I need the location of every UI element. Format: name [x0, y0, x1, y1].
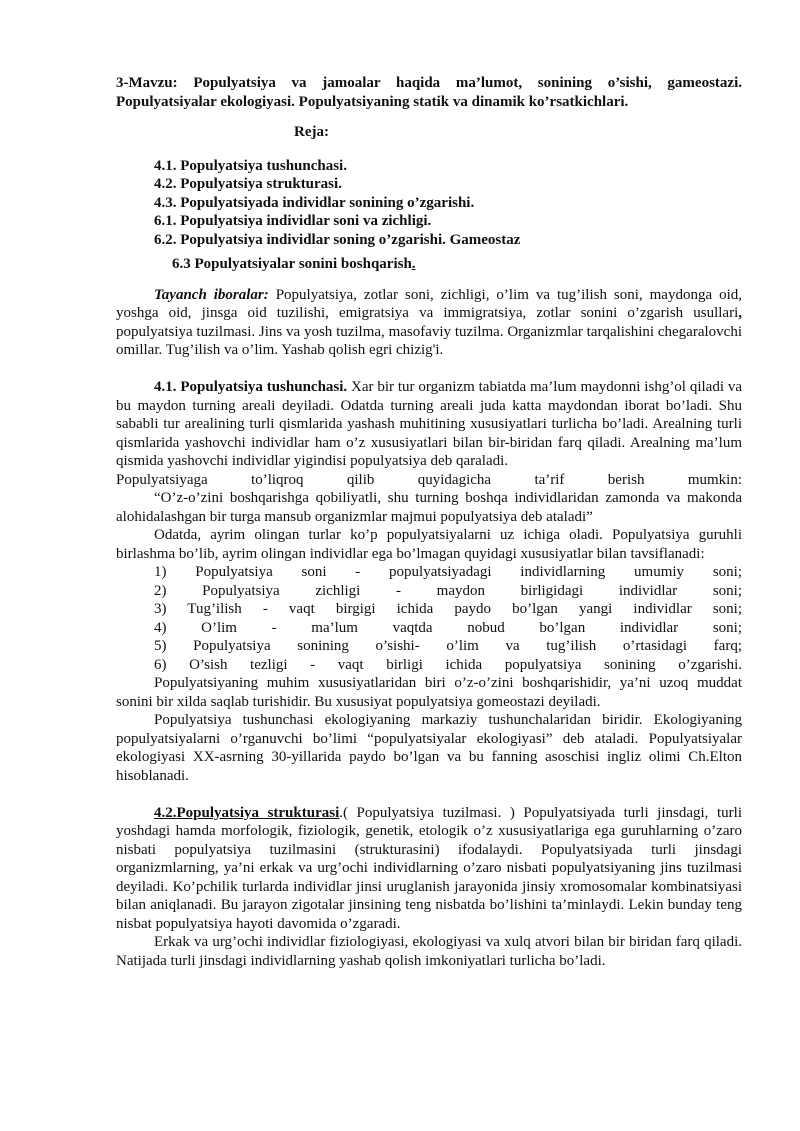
plan-list [116, 157, 742, 250]
list-item: 2) Populyatsiya zichligi - maydon birligidagi individlar soni; [154, 582, 742, 599]
plan-heading: Reja: [294, 124, 329, 140]
keywords-text: Populyatsiya, zotlar soni, zichligi, o’lim va tug’ilish soni, maydonga oid, yoshga oid, jinsga oid tuzilishi, emigratsiya va immigratsiya, zotlar sonini o’zgarish usullari [116, 286, 742, 321]
plan-item-last [116, 255, 742, 274]
section-4-1-paragraph [116, 378, 742, 471]
keywords-paragraph [116, 286, 742, 360]
keywords-label: Tayanch iboralar: [154, 286, 269, 303]
section-4-1-quote: “O’z-o’zini boshqarishga qobiliyatli, shu turning boshqa individlaridan zamonda va makonda alohidalashgan bir turga mansub organizmlar majmui populyatsiya deb ataladi” [116, 490, 742, 525]
section-4-2-text: .( Populyatsiya tuzilmasi. ) Populyatsiyada turli jinsdagi, turli yoshdagi hamda morfologik, fiziologik, genetik, etologik o’z xususiyatlariga ega guruhlarning o’zaro nisbati populyatsiya tuzilmasini (strukturasini) ifodalaydi. Populyatsiyada turli jinsdagi organizmlarning, ya’ni erkak va urg’ochi individlarning o’zaro nisbati populyatsiyaning jins tuzilmasi deyiladi. Ko’pchilik turlarda individlar jinsi uruglanish jarayonida jinsiy xromosomalar kombinatsiyasi bilan aniqlanadi. Bu jarayon zigotalar jinsining teng nisbatda bo’lishini ta’minlaydi. Lekin bunday teng nisbat populyatsiya hayoti davomida o’zgaradi. [116, 804, 742, 932]
section-4-1-text: Xar bir tur organizm tabiatda ma’lum maydonni ishg’ol qiladi va bu maydon turning areali deyiladi. Odatda turning areali juda katta maydondan iborat bo’ladi. Shu sababli tur arealining turli qismlarida yashash muhitining xususiyatlari turlicha bo’ladi. Arealning turli qismlarida yashovchi individlar ham o’z xususiyatlari bilan bir-biridan farq qiladi. Arealning ma’lum qismida yashovchi individlar yigindisi populyatsiya deb qaraladi. [116, 379, 742, 469]
section-4-1-heading: 4.1. Populyatsiya tushunchasi. [154, 379, 348, 395]
list-item: 3) Tug’ilish - vaqt birgigi ichida paydo bo’lgan yangi individlar soni; [154, 601, 742, 617]
plan-item-last-text: 6.3 Populyatsiyalar sonini boshqarish [172, 256, 412, 272]
list-item: 5) Populyatsiya sonining o’sishi- o’lim va tug’ilish o’rtasidagi farq; [154, 638, 742, 654]
section-4-1-paragraph-3: Populyatsiyaning muhim xususiyatlaridan biri o’z-o’zini boshqarishidir, ya’ni uzoq muddat sonini bir xilda saqlab turishidir. Bu xususiyat populyatsiya gomeostazi deyiladi. [116, 675, 742, 710]
list-item: 6) O’sish tezligi - vaqt birligi ichida populyatsiya sonining o’zgarishi. [154, 656, 742, 673]
keywords-comma: , [738, 305, 742, 321]
list-item: 4) O’lim - ma’lum vaqtda nobud bo’lgan individlar soni; [154, 619, 742, 636]
plan-item: 4.2. Populyatsiya strukturasi. [154, 176, 342, 192]
section-4-1-paragraph-4: Populyatsiya tushunchasi ekologiyaning markaziy tushunchalaridan biridir. Ekologiyaning populyatsiyalarni o’rganuvchi bo’limi “populyatsiyalar ekologiyasi” deb ataladi. Populyatsiyalar ekologiyasi XX-asrning 30-yillarida paydo bo’lgan va bu fanning asoschisi ingliz olimi Ch.Elton hisoblanadi. [116, 712, 742, 784]
plan-item: 4.3. Populyatsiyada individlar sonining o’zgarishi. [154, 194, 475, 211]
plan-item: 4.1. Populyatsiya tushunchasi. [154, 157, 347, 174]
document-page [116, 74, 742, 970]
section-4-1-definition-line: Populyatsiyaga to’liqroq qilib quyidagicha ta’rif berish mumkin: [116, 471, 742, 488]
plan-item: 6.1. Populyatsiya individlar soni va zichligi. [154, 213, 432, 229]
section-4-2-paragraph-2: Erkak va urg’ochi individlar fiziologiyasi, ekologiyasi va xulq atvori bilan bir biridan farq qiladi. Natijada turli jinsdagi individlarning yashab qolish imkoniyatlari turlicha bo’ladi. [116, 934, 742, 969]
section-4-1-paragraph-2: Odatda, ayrim olingan turlar ko’p populyatsiyalarni uz ichiga oladi. Populyatsiya guruhli birlashma bo’lib, ayrim olingan individlar ega bo’lmagan quyidagi xususiyatlar bilan tavsiflanadi: [116, 527, 742, 562]
keywords-text-2: populyatsiya tuzilmasi. Jins va yosh tuzilma, masofaviy tuzilma. Organizmlar tarqalishini chegaralovchi omillar. Tug’ilish va o’lim. Yashab qolish egri chizig'i. [116, 323, 742, 358]
section-4-2-paragraph [116, 804, 742, 934]
plan-item-last-dot: . [411, 256, 416, 272]
plan-item: 6.2. Populyatsiya individlar soning o’zgarishi. Gameostaz [154, 231, 521, 248]
section-4-2-heading: 4.2.Populyatsiya strukturasi [154, 804, 340, 821]
list-item: 1) Populyatsiya soni - populyatsiyadagi individlarning umumiy soni; [154, 564, 742, 580]
document-title: 3-Mavzu: Populyatsiya va jamoalar haqida ma’lumot, sonining o’sishi, gameostazi. Populyatsiyalar ekologiyasi. Populyatsiyaning statik va dinamik ko’rsatkichlari. [116, 75, 742, 110]
